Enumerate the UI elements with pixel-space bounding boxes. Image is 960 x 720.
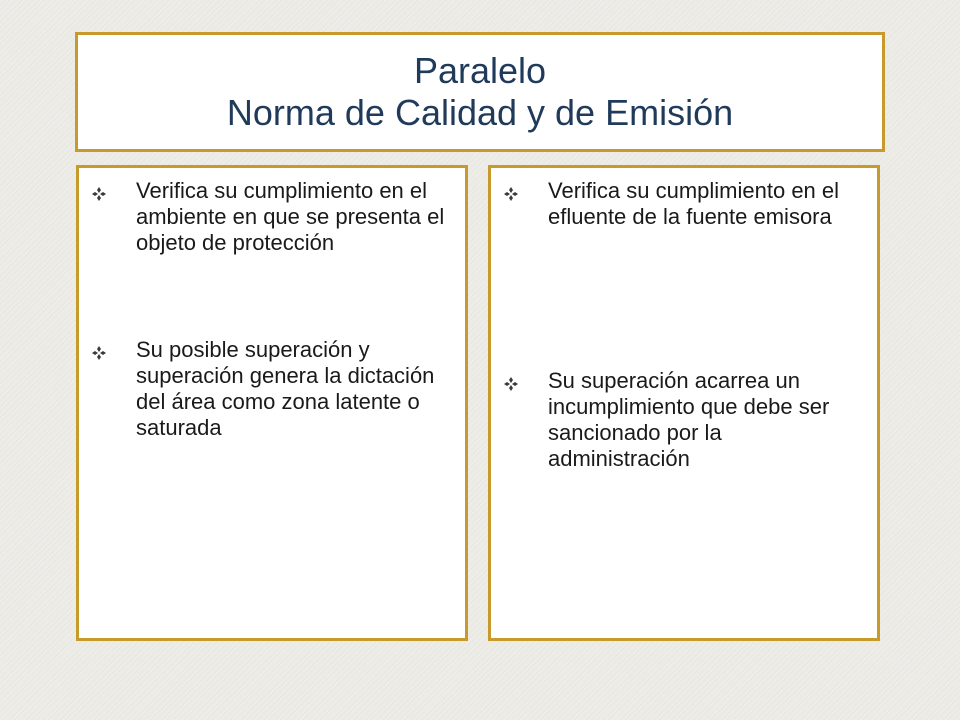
list-item bbox=[491, 368, 877, 472]
title-line-1: Paralelo bbox=[413, 50, 547, 91]
title-box bbox=[75, 32, 885, 152]
bullet-text: Verifica su cumplimiento en el efluente de la fuente emisora bbox=[548, 178, 840, 229]
left-panel bbox=[76, 165, 468, 641]
list-item bbox=[491, 178, 877, 230]
bullet-text: Verifica su cumplimiento en el ambiente en que se presenta el objeto de protección bbox=[136, 178, 445, 255]
title-line-2: Norma de Calidad y de Emisión bbox=[226, 92, 734, 133]
diamond-bullet-icon bbox=[504, 187, 518, 201]
bullet-text: Su superación acarrea un incumplimiento que debe ser sancionado por la administración bbox=[548, 368, 830, 471]
list-item bbox=[79, 178, 465, 256]
bullet-text: Su posible superación y superación genera la dictación del área como zona latente o saturada bbox=[136, 337, 435, 440]
diamond-bullet-icon bbox=[92, 187, 106, 201]
right-panel bbox=[488, 165, 880, 641]
diamond-bullet-icon bbox=[504, 377, 518, 391]
diamond-bullet-icon bbox=[92, 346, 106, 360]
list-item bbox=[79, 337, 465, 441]
